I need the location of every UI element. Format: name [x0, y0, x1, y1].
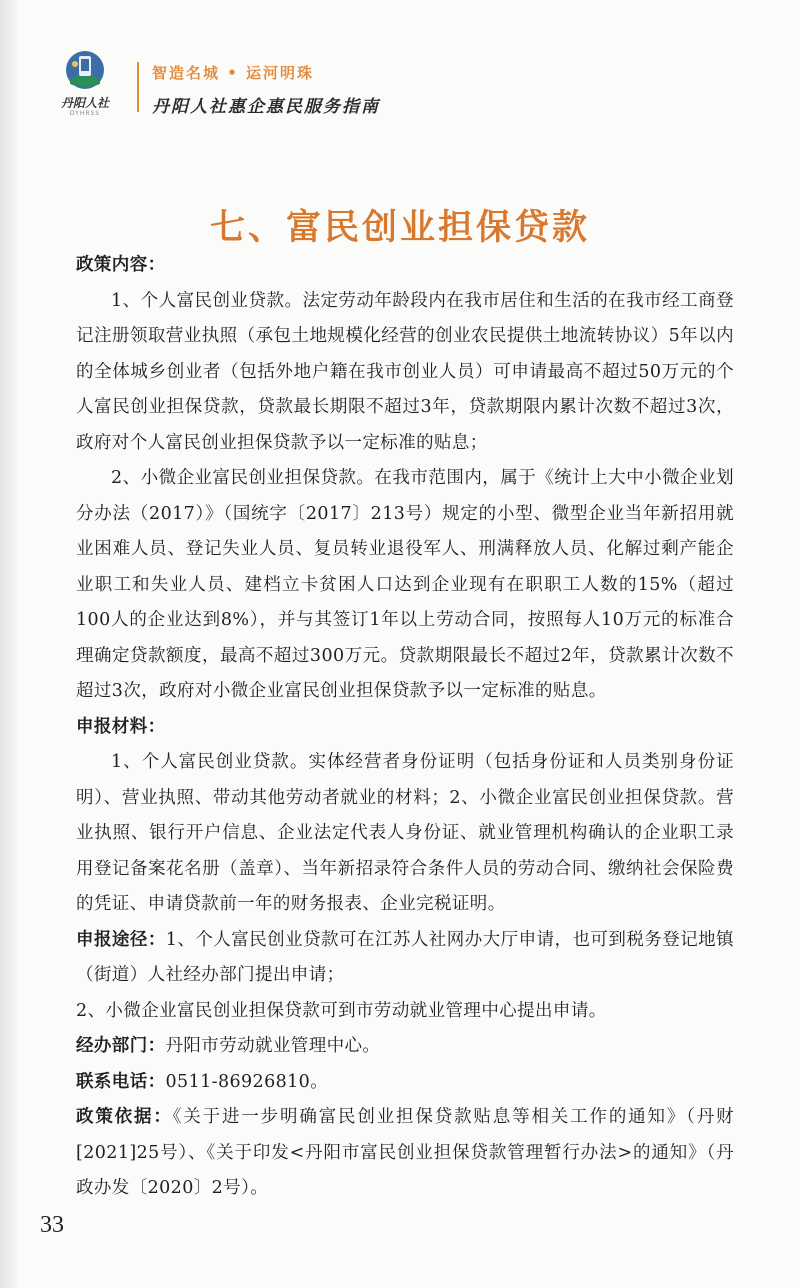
- policy-item-1: 1、个人富民创业贷款。法定劳动年龄段内在我市居住和生活的在我市经工商登记注册领取营业执照（承包土地规模化经营的创业农民提供土地流转协议）5年以内的全体城乡创业者（包括外地户籍在我市创业人员）可申请最高不超过50万元的个人富民创业担保贷款，贷款最长期限不超过3年，贷款期限内累计次数不超过3次，政府对个人富民创业担保贷款予以一定标准的贴息；: [76, 290, 734, 453]
- basis-label: 政策依据：: [76, 1107, 173, 1127]
- phone-number: 0511-86926810。: [165, 1071, 329, 1092]
- channel-section: [76, 923, 734, 994]
- channel-label: 申报途径：: [76, 929, 166, 950]
- page-number: 33: [40, 1212, 64, 1238]
- phone-section: [76, 1065, 734, 1101]
- page-header: [0, 0, 800, 160]
- page-edge: [0, 0, 18, 1288]
- logo-text: 丹阳人社: [60, 96, 109, 110]
- main-content: [76, 248, 734, 1207]
- basis-section: [76, 1100, 734, 1207]
- department-text: 丹阳市劳动就业管理中心。: [165, 1036, 381, 1056]
- logo-icon: [64, 50, 106, 90]
- department-section: [76, 1029, 734, 1065]
- logo-subtext: DYHRSS: [69, 110, 101, 117]
- department-label: 经办部门：: [76, 1036, 166, 1056]
- channel-text-1: 1、个人富民创业贷款可在江苏人社网办大厅申请，也可到税务登记地镇（街道）人社经办部门提出申请；: [76, 929, 735, 985]
- logo: [42, 50, 128, 120]
- materials-label: 申报材料：: [76, 716, 166, 737]
- materials-section: [76, 710, 734, 746]
- phone-label: 联系电话：: [76, 1071, 166, 1092]
- policy-section: [76, 248, 734, 284]
- materials-text: 1、个人富民创业贷款。实体经营者身份证明（包括身份证和人员类别身份证明）、营业执照、带动其他劳动者就业的材料；2、小微企业富民创业担保贷款。营业执照、银行开户信息、企业法定代表人身份证、就业管理机构确认的企业职工录用登记备案花名册（盖章）、当年新招录符合条件人员的劳动合同、缴纳社会保险费的凭证、申请贷款前一年的财务报表、企业完税证明。: [76, 752, 734, 914]
- header-divider: [137, 62, 139, 112]
- header-slogan: 智造名城 • 运河明珠: [152, 64, 315, 82]
- page-title: 七、富民创业担保贷款: [209, 208, 590, 248]
- policy-label: 政策内容：: [76, 255, 166, 275]
- channel-text-2: 2、小微企业富民创业担保贷款可到市劳动就业管理中心提出申请。: [76, 1000, 607, 1021]
- policy-item-2: 2、小微企业富民创业担保贷款。在我市范围内，属于《统计上大中小微企业划分办法（2017）》（国统字〔2017〕213号）规定的小型、微型企业当年新招用就业困难人员、登记失业人员、复员转业退役军人、刑满释放人员、化解过剩产能企业职工和失业人员、建档立卡贫困人口达到企业现有在职职工人数的15%（超过100人的企业达到8%），并与其签订1年以上劳动合同，按照每人10万元的标准合理确定贷款额度，最高不超过300万元。贷款期限最长不超过2年，贷款累计次数不超过3次，政府对小微企业富民创业担保贷款予以一定标准的贴息。: [76, 468, 734, 701]
- header-guide-title: 丹阳人社惠企惠民服务指南: [152, 97, 380, 117]
- basis-text: 《关于进一步明确富民创业担保贷款贴息等相关工作的通知》（丹财 [2021]25号）、《关于印发<丹阳市富民创业担保贷款管理暂行办法>的通知》（丹政办发〔2020〕2号）。: [76, 1107, 735, 1198]
